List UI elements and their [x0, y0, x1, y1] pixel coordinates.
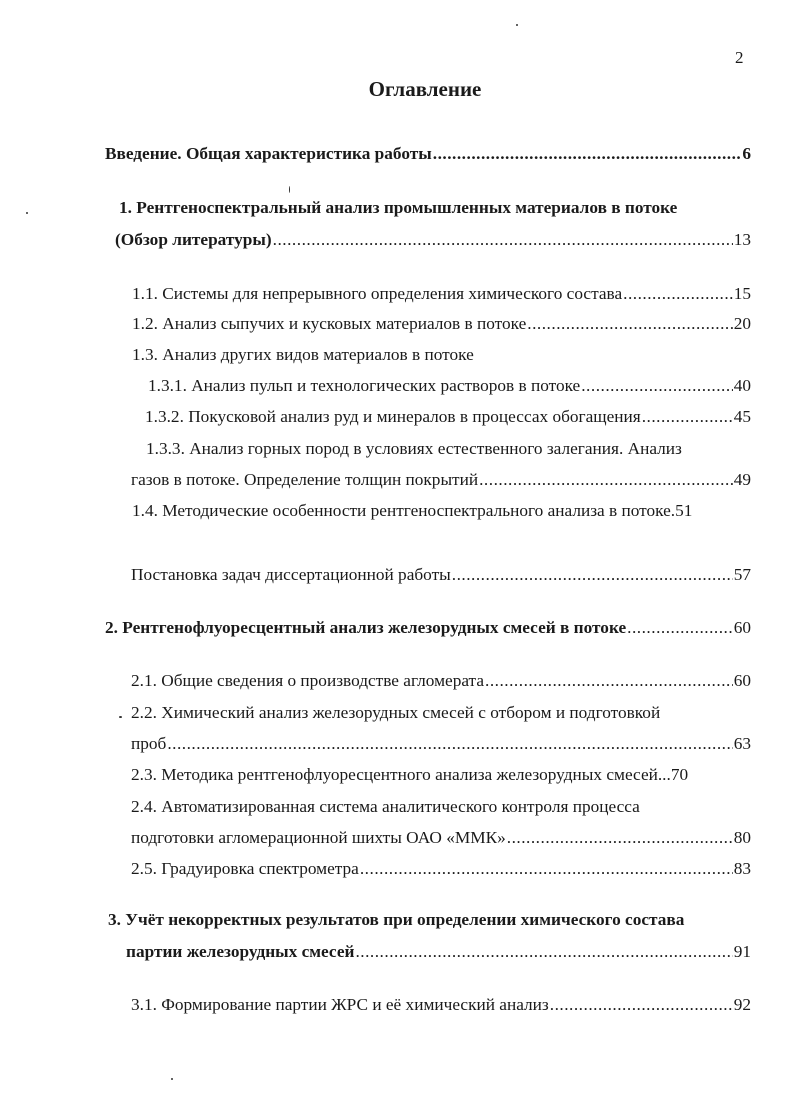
- scan-speck: [516, 24, 518, 26]
- toc-entry-text: 2.1. Общие сведения о производстве агломерата: [131, 671, 484, 690]
- toc-entry-chapter-1: [115, 229, 751, 251]
- toc-entry-page: 91: [733, 942, 751, 961]
- toc-entry-1-3: 1.3. Анализ других видов материалов в потоке: [132, 345, 474, 364]
- toc-leader: [581, 375, 732, 397]
- toc-entry-intro: [105, 143, 751, 165]
- toc-leader: [627, 617, 733, 639]
- toc-entry-2-2: [131, 733, 751, 755]
- toc-entry-2-2-title: 2.2. Химический анализ железорудных смесей с отбором и подготовкой: [131, 703, 661, 722]
- toc-entry-page: 13: [733, 230, 751, 249]
- toc-entry-2-1: [131, 670, 751, 692]
- toc-entry-page: 40: [733, 376, 751, 395]
- toc-chapter-3-title: 3. Учёт некорректных результатов при определении химического состава: [108, 910, 685, 929]
- toc-entry-page: 80: [733, 828, 751, 847]
- page-number: 2: [735, 48, 744, 67]
- toc-entry-1-3-2: [145, 406, 751, 428]
- toc-entry-page: 45: [733, 407, 751, 426]
- toc-entry-chapter-3: [126, 941, 751, 963]
- toc-leader: [550, 994, 733, 1016]
- toc-entry-text: 1.2. Анализ сыпучих и кусковых материалов в потоке: [132, 314, 527, 333]
- toc-leader: [485, 670, 733, 692]
- toc-entry-text: Постановка задач диссертационной работы: [131, 565, 451, 584]
- toc-entry-text: партии железорудных смесей: [126, 942, 355, 961]
- toc-entry-text: 1.3.1. Анализ пульп и технологических растворов в потоке: [148, 376, 581, 395]
- toc-leader: [507, 827, 733, 849]
- toc-entry-text: 3.1. Формирование партии ЖРС и её химический анализ: [131, 995, 549, 1014]
- toc-entry-text: Введение. Общая характеристика работы: [105, 144, 432, 163]
- toc-leader: [360, 858, 733, 880]
- toc-entry-text: 1.4. Методические особенности рентгеноспектрального анализа в потоке.: [132, 501, 676, 520]
- toc-entry-page: 57: [733, 565, 751, 584]
- toc-leader: [355, 941, 732, 963]
- toc-entry-text: проб: [131, 734, 167, 753]
- toc-entry-text: газов в потоке. Определение толщин покрытий: [131, 470, 479, 489]
- scan-speck: [26, 212, 28, 214]
- toc-leader: [527, 313, 732, 335]
- toc-entry-page: 60: [733, 671, 751, 690]
- toc-entry-text: 2.3. Методика рентгенофлуоресцентного анализа железорудных смесей...: [131, 765, 671, 784]
- toc-entry-1-3-3: [131, 469, 751, 491]
- toc-entry-tasks: [131, 564, 751, 586]
- toc-entry-text: 1.1. Системы для непрерывного определения химического состава: [132, 284, 623, 303]
- toc-leader: [167, 733, 732, 755]
- toc-entry-3-1: [131, 994, 751, 1016]
- scan-speck: [119, 716, 122, 718]
- toc-entry-text: подготовки агломерационной шихты ОАО «ММК»: [131, 828, 506, 847]
- toc-entry-page: 15: [733, 284, 751, 303]
- toc-entry-1-3-1: [148, 375, 751, 397]
- toc-entry-1-2: [132, 313, 751, 335]
- scan-speck: [171, 1078, 173, 1080]
- toc-leader: [273, 229, 733, 251]
- toc-entry-page: 63: [733, 734, 751, 753]
- toc-chapter-1-title: 1. Рентгеноспектральный анализ промышленных материалов в потоке: [119, 198, 678, 217]
- toc-leader: [452, 564, 733, 586]
- toc-entry-page: 70: [670, 765, 689, 784]
- toc-entry-text: (Обзор литературы): [115, 230, 272, 249]
- toc-entry-2-5: [131, 858, 751, 880]
- toc-entry-text: 2. Рентгенофлуоресцентный анализ железорудных смесей в потоке: [105, 618, 627, 637]
- toc-entry-2-4-title: 2.4. Автоматизированная система аналитического контроля процесса: [131, 797, 640, 816]
- toc-entry-2-4: [131, 827, 751, 849]
- toc-leader: [433, 143, 742, 165]
- toc-leader: [642, 406, 733, 428]
- toc-entry-chapter-2: [105, 617, 751, 639]
- toc-entry-page: 92: [733, 995, 751, 1014]
- toc-entry-page: 60: [733, 618, 751, 637]
- toc-entry-2-3: [131, 764, 751, 786]
- toc-entry-text: 1.3.2. Покусковой анализ руд и минералов в процессах обогащения: [145, 407, 641, 426]
- toc-entry-1-3-3-title: 1.3.3. Анализ горных пород в условиях естественного залегания. Анализ: [146, 439, 682, 458]
- toc-entry-page: 6: [742, 144, 751, 163]
- toc-entry-page: 49: [733, 470, 751, 489]
- toc-entry-text: 2.5. Градуировка спектрометра: [131, 859, 359, 878]
- toc-entry-page: 20: [733, 314, 751, 333]
- scan-speck: [289, 186, 290, 193]
- toc-entry-page: 83: [733, 859, 751, 878]
- page-title: Оглавление: [368, 77, 482, 101]
- toc-leader: [479, 469, 733, 491]
- toc-leader: [623, 283, 733, 305]
- toc-entry-1-4: [132, 500, 751, 522]
- toc-entry-page: 51: [675, 501, 693, 520]
- toc-entry-1-1: [132, 283, 751, 305]
